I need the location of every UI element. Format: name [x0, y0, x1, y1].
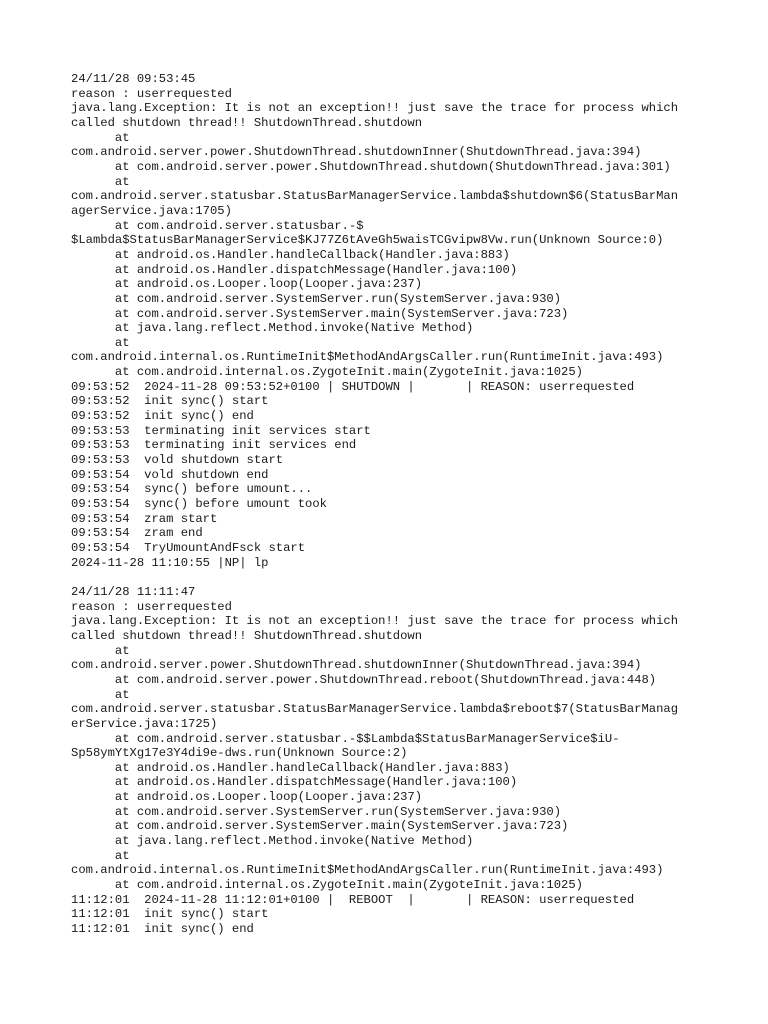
log-line: at com.android.server.SystemServer.run(SystemServer.java:930) — [71, 804, 562, 819]
log-line: com.android.server.statusbar.StatusBarManagerService.lambda$reboot$7(StatusBarManag — [71, 702, 679, 717]
log-line: at com.android.server.power.ShutdownThread.shutdown(ShutdownThread.java:301) — [71, 159, 671, 174]
log-line: java.lang.Exception: It is not an exception!! just save the trace for process which — [71, 614, 679, 629]
log-line: at com.android.server.statusbar.-$$Lambda$StatusBarManagerService$iU- — [71, 731, 620, 746]
log-line: 09:53:52 init sync() end — [71, 409, 254, 424]
log-line: at com.android.server.power.ShutdownThread.reboot(ShutdownThread.java:448) — [71, 672, 657, 687]
log-line — [71, 570, 711, 585]
log-line: at — [71, 174, 130, 189]
log-line: 09:53:54 zram end — [71, 526, 203, 541]
log-line: called shutdown thread!! ShutdownThread.shutdown — [71, 628, 423, 643]
log-line: at — [71, 643, 130, 658]
log-line: at java.lang.reflect.Method.invoke(Native Method) — [71, 834, 474, 849]
log-line: at android.os.Looper.loop(Looper.java:237) — [71, 277, 423, 292]
log-document — [71, 72, 711, 937]
log-line: at — [71, 130, 130, 145]
log-line: 09:53:52 2024-11-28 09:53:52+0100 | SHUTDOWN | | REASON: userrequested — [71, 379, 635, 394]
log-line: at — [71, 687, 130, 702]
log-line: 24/11/28 11:11:47 — [71, 584, 196, 599]
log-line: 09:53:53 terminating init services start — [71, 423, 371, 438]
log-line: agerService.java:1705) — [71, 203, 232, 218]
log-line: com.android.server.power.ShutdownThread.shutdownInner(ShutdownThread.java:394) — [71, 658, 642, 673]
log-line: 09:53:54 sync() before umount took — [71, 497, 327, 512]
log-line: 09:53:54 TryUmountAndFsck start — [71, 541, 306, 555]
log-line: 11:12:01 2024-11-28 11:12:01+0100 | REBOOT | | REASON: userrequested — [71, 892, 635, 907]
log-line: erService.java:1725) — [71, 716, 218, 731]
log-line: at java.lang.reflect.Method.invoke(Native Method) — [71, 321, 474, 336]
log-line: java.lang.Exception: It is not an exception!! just save the trace for process which — [71, 101, 679, 116]
log-line: 09:53:54 vold shutdown end — [71, 467, 269, 482]
log-line: at com.android.internal.os.ZygoteInit.main(ZygoteInit.java:1025) — [71, 365, 583, 380]
log-line: at android.os.Handler.dispatchMessage(Handler.java:100) — [71, 775, 518, 790]
log-line: 24/11/28 09:53:45 — [71, 72, 196, 86]
log-line: $Lambda$StatusBarManagerService$KJ77Z6tAveGh5waisTCGvipw8Vw.run(Unknown Source:0) — [71, 233, 664, 248]
log-line: at com.android.server.SystemServer.run(SystemServer.java:930) — [71, 291, 562, 306]
log-line: at com.android.server.statusbar.-$ — [71, 218, 364, 233]
log-line: 11:12:01 init sync() start — [71, 907, 269, 922]
log-line: called shutdown thread!! ShutdownThread.shutdown — [71, 115, 423, 130]
log-line: com.android.server.statusbar.StatusBarManagerService.lambda$shutdown$6(StatusBarMan — [71, 189, 679, 204]
log-line: at android.os.Handler.handleCallback(Handler.java:883) — [71, 760, 510, 775]
log-line: at android.os.Looper.loop(Looper.java:237) — [71, 790, 423, 805]
log-line: reason : userrequested — [71, 86, 232, 101]
log-line: at com.android.server.SystemServer.main(SystemServer.java:723) — [71, 306, 569, 321]
log-line: at com.android.server.SystemServer.main(SystemServer.java:723) — [71, 819, 569, 834]
log-line: 11:12:01 init sync() end — [71, 922, 254, 937]
log-line: 09:53:53 vold shutdown start — [71, 453, 284, 468]
log-line: com.android.internal.os.RuntimeInit$MethodAndArgsCaller.run(RuntimeInit.java:493) — [71, 350, 664, 365]
log-line: 09:53:52 init sync() start — [71, 394, 269, 409]
log-line: at — [71, 848, 130, 863]
log-line: at — [71, 335, 130, 350]
log-line: 09:53:53 terminating init services end — [71, 438, 357, 453]
log-line: at android.os.Handler.dispatchMessage(Handler.java:100) — [71, 262, 518, 277]
log-line: at android.os.Handler.handleCallback(Handler.java:883) — [71, 247, 510, 262]
log-line: at com.android.internal.os.ZygoteInit.main(ZygoteInit.java:1025) — [71, 878, 583, 893]
log-line: 2024-11-28 11:10:55 |NP| lp — [71, 555, 269, 570]
log-line: 09:53:54 zram start — [71, 511, 218, 526]
log-line: com.android.server.power.ShutdownThread.shutdownInner(ShutdownThread.java:394) — [71, 145, 642, 160]
log-line: reason : userrequested — [71, 599, 232, 614]
log-line: 09:53:54 sync() before umount... — [71, 482, 313, 497]
log-line: Sp58ymYtXg17e3Y4di9e-dws.run(Unknown Source:2) — [71, 746, 408, 761]
log-line: com.android.internal.os.RuntimeInit$MethodAndArgsCaller.run(RuntimeInit.java:493) — [71, 863, 664, 878]
